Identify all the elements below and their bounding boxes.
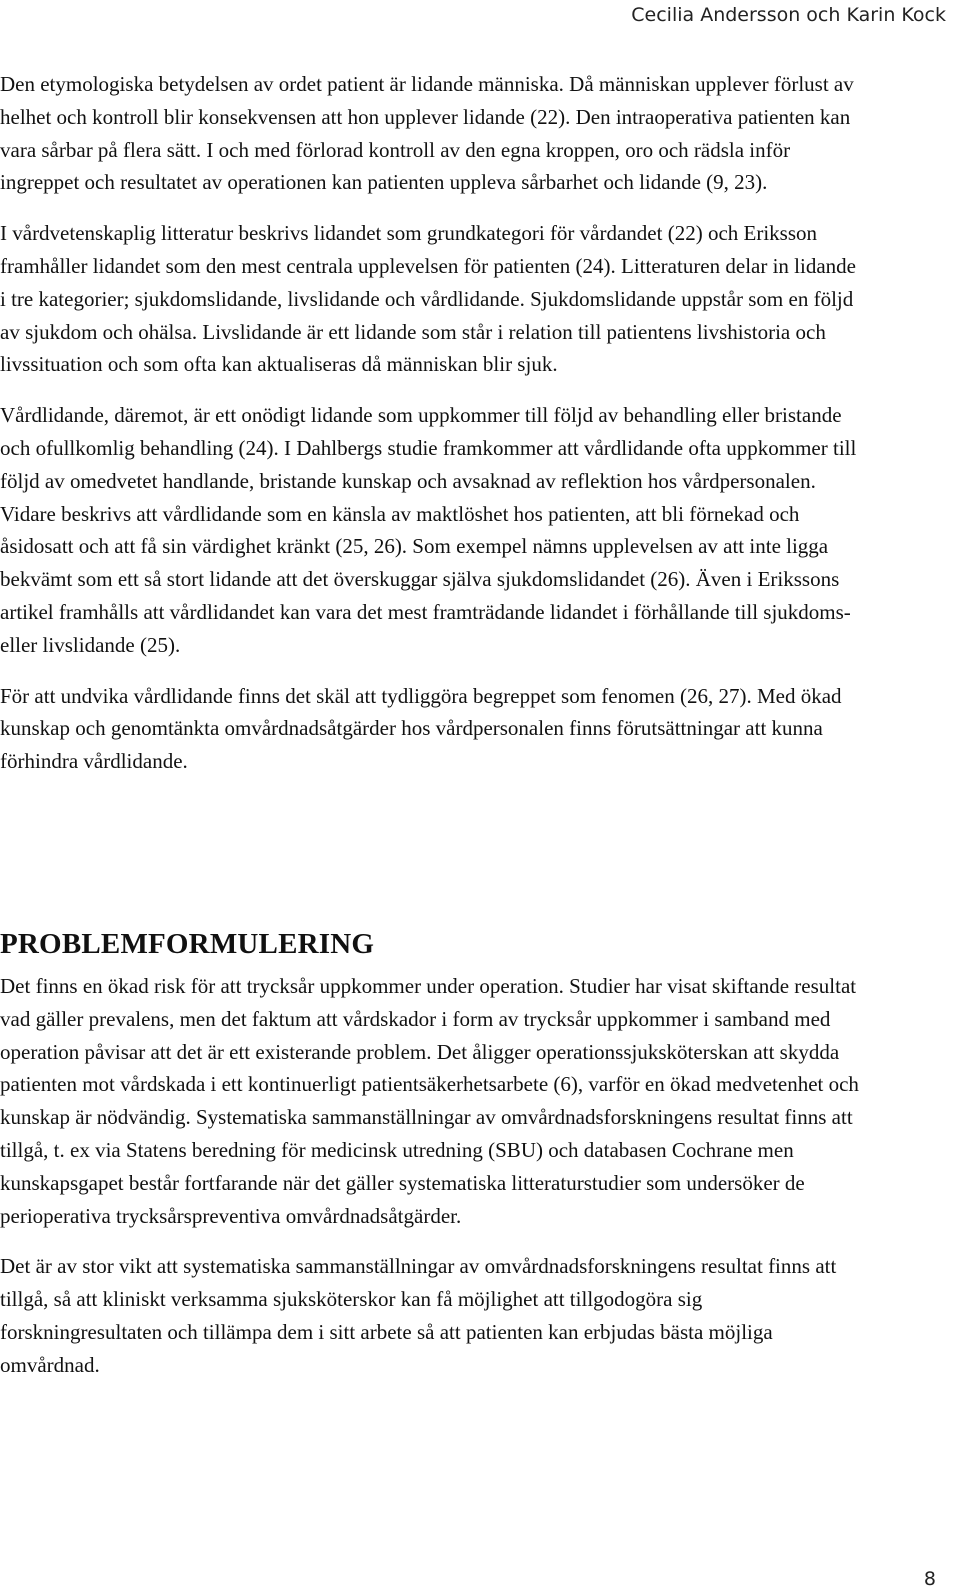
body-text-section-2: [0, 970, 862, 1382]
paragraph-suffering-categories: I vårdvetenskaplig litteratur beskrivs lidandet som grundkategori för vårdandet (22) och Eriksson framhåller lidandet som den mest centrala upplevelsen för patienten (24). Litteraturen delar in lidande i tre kategorier; sjukdomslidande, livslidande och vårdlidande. Sjukdomslidande uppstår som en följd av sjukdom och ohälsa. Livslidande är ett lidande som står i relation till patientens livshistoria och livssituation och som ofta kan aktualiseras då människan blir sjuk.: [0, 221, 856, 377]
paragraph-systematic-reviews: Det är av stor vikt att systematiska sammanställningar av omvårdnadsforskningens resultat finns att tillgå, så att kliniskt verksamma sjuksköterskor kan få möjlighet att tillgodogöra sig forskningresultaten och tillämpa dem i sitt arbete så att patienten kan erbjudas bästa möjliga omvårdnad.: [0, 1254, 837, 1377]
page-number: 8: [923, 1568, 936, 1590]
section-heading-problem: PROBLEMFORMULERING: [0, 928, 375, 960]
paragraph-etymology: Den etymologiska betydelsen av ordet patient är lidande människa. Då människan upplever förlust av helhet och kontroll blir konsekvensen att hon upplever lidande (22). Den intraoperativa patienten kan vara sårbar på flera sätt. I och med förlorad kontroll av den egna kroppen, oro och rädsla inför ingreppet och resultatet av operationen kan patienten uppleva sårbarhet och lidande (9, 23).: [0, 72, 854, 195]
paragraph-care-suffering: Vårdlidande, däremot, är ett onödigt lidande som uppkommer till följd av behandling eller bristande och ofullkomlig behandling (24). I Dahlbergs studie framkommer att vårdlidande ofta uppkommer till följd av omedvetet handlande, bristande kunskap och avsaknad av reflektion hos vårdpersonalen. Vidare beskrivs att vårdlidande som en känsla av maktlöshet hos patienten, att bli förnekad och åsidosatt och att få sin värdighet kränkt (25, 26). Som exempel nämns upplevelsen av att inte ligga bekvämt som ett så stort lidande att det överskuggar själva sjukdomslidandet (26). Även i Erikssons artikel framhålls att vårdlidandet kan vara det mest framträdande lidandet i förhållande till sjukdoms- eller livslidande (25).: [0, 403, 857, 657]
paragraph-avoid-care-suffering: För att undvika vårdlidande finns det skäl att tydliggöra begreppet som fenomen (26, 27). Med ökad kunskap och genomtänkta omvårdnadsåtgärder hos vårdpersonalen finns förutsättningar att kunna förhindra vårdlidande.: [0, 683, 842, 774]
body-text-section-1: [0, 68, 862, 778]
running-header-authors: Cecilia Andersson och Karin Kock: [631, 4, 946, 26]
paragraph-pressure-ulcer-risk: Det finns en ökad risk för att trycksår uppkommer under operation. Studier har visat skiftande resultat vad gäller prevalens, men det faktum att vårdskador i form av trycksår uppkommer i samband med operation påvisar att det är ett existerande problem. Det åligger operationssjuksköterskan att skydda patienten mot vårdskada i ett kontinuerligt patientsäkerhetsarbete (6), varför en ökad medvetenhet och kunskap är nödvändig. Systematiska sammanställningar av omvårdnadsforskningens resultat finns att tillgå, t. ex via Statens beredning för medicinsk utredning (SBU) och databasen Cochrane men kunskapsgapet består fortfarande när det gäller systematiska litteraturstudier som undersöker de perioperativa trycksårspreventiva omvårdnadsåtgärder.: [0, 974, 859, 1228]
